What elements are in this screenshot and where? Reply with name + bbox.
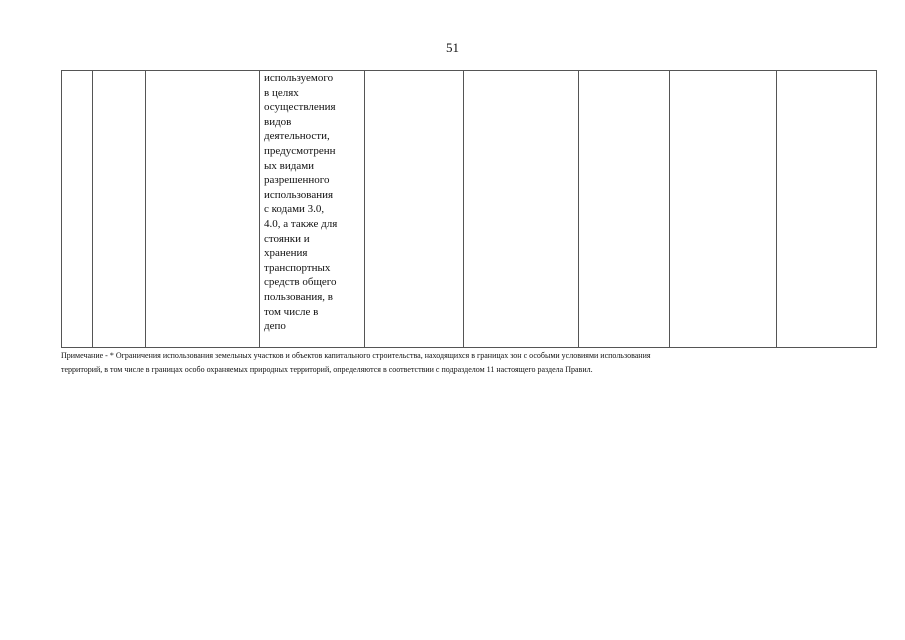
table-row [62,71,877,348]
cell-line: ых видами [264,159,315,172]
cell-line: использования [264,188,334,201]
cell-line: в целях [264,86,299,99]
cell-line: депо [264,320,286,333]
table-cell-7 [579,71,670,348]
cell-line: предусмотренн [264,144,336,157]
cell-line: используемого [264,72,334,84]
cell-line: видов [264,115,292,128]
data-table [61,70,877,348]
table-cell-3 [146,71,260,348]
table-cell-1 [62,71,93,348]
table-cell-2 [93,71,146,348]
table-cell-8 [670,71,777,348]
cell-line: пользования, в [264,290,333,303]
footnote-line-1: Примечание - * Ограничения использования земельных участков и объектов капитального строительства, находящихся в границах зон с особыми условиями использования [61,351,651,360]
cell-line: хранения [264,247,308,260]
footnote-line-2: территорий, в том числе в границах особо охраняемых природных территорий, определяются в соответствии с подразделом 11 настоящего раздела Правил. [61,364,593,374]
page-number: 51 [446,40,459,55]
cell-line: стоянки и [264,232,310,245]
cell-line: том числе в [264,305,319,318]
table-cell-9 [777,71,877,348]
cell-line: средств общего [264,276,337,289]
table-cell-5 [365,71,464,348]
cell-description [260,71,364,334]
cell-line: разрешенного [264,174,330,187]
table-cell-4 [260,71,365,348]
footnote [61,349,881,376]
table-cell-6 [464,71,579,348]
cell-line: осуществления [264,101,336,114]
cell-line: транспортных [264,261,331,274]
cell-line: деятельности, [264,130,330,143]
cell-line: с кодами 3.0, [264,203,325,216]
cell-line: 4.0, а также для [264,217,338,230]
